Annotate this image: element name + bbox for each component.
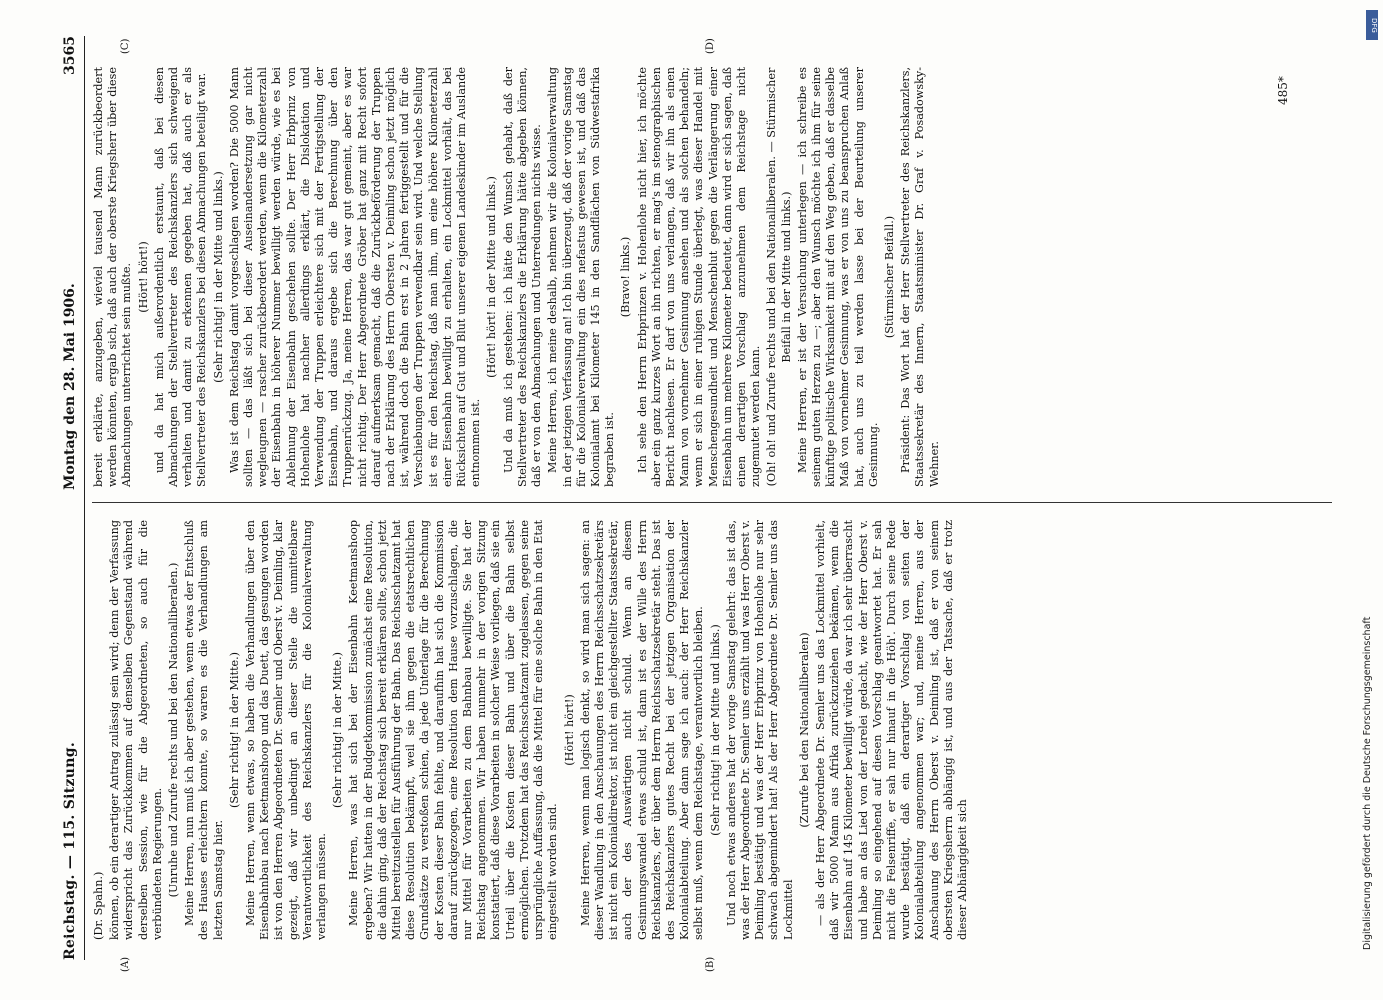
paragraph: und da hat mich außerordentlich erstaunt, daß bei diesen Abmachungen der Stellvertreter des Reichskanzlers sich schweigend verhalten und damit zu erkennen gegeben hat, daß auch er als Stellvertreter des Reichskanzlers bei diesen Abmachungen beteiligt war. (152, 67, 209, 487)
paragraph: Und noch etwas anderes hat der vorige Samstag gelehrt: das ist das, was der Herr Abgeordnete Dr. Semler uns erzählt und was Herr Oberst v. Deimling bestätigt und was der Herr Erbprinz von Hohenlohe nur sehr schwach abgemindert hat! Als der Herr Abgeordnete Dr. Semler uns das Lockmittel (724, 520, 795, 940)
margin-letter-b: (B) (705, 956, 716, 972)
header-page-number: 3565 (62, 36, 78, 75)
signature-number: 485* (1276, 76, 1290, 105)
margin-letter-a: (A) (120, 956, 131, 972)
column-separator (92, 502, 1332, 503)
paragraph: (Bravo! links.) (619, 236, 633, 318)
header-date: Montag den 28. Mai 1906. (62, 283, 78, 490)
paragraph: (Sehr richtig! in der Mitte und links.) (708, 624, 722, 836)
header-rule (84, 36, 85, 960)
paragraph: (Stürmischer Beifall.) (882, 215, 896, 339)
paragraph: (Dr. Spahn.) (92, 871, 105, 940)
left-text-column (92, 520, 1342, 940)
paragraph: — als der Herr Abgeordnete Dr. Semler uns das Lockmittel vorhielt, daß wir 5000 Mann aus Afrika zurückzuziehen bekämen, wenn die Eisenbahn auf 145 Kilometer bewilligt würde, da war ich sehr überrascht und habe an das Lied von der Lorelei gedacht, wie der Herr Oberst v. Deimling so eingehend auf diesen Vorschlag geantwortet hat. Er sah nicht die Felsenriffe, er sah nur hinauf in die Höh'. Durch seine Rede wurde bestätigt, daß ein derartiger Vorschlag von seiten der Kolonialabteilung angenommen war; und, meine Herren, aus der Anschauung des Herrn Oberst v. Deimling ist, daß er von seinem obersten Kriegsherrn abhängig ist, und aus der Tatsache, daß er trotz dieser Abhängigkeit sich (813, 520, 969, 940)
paragraph: (Hört! hört!) (136, 241, 150, 313)
margin-letter-c: (C) (120, 38, 131, 54)
digitization-credit-text: Digitalisierung gefördert durch die Deutsche Forschungsgemeinschaft (1362, 616, 1373, 950)
paragraph: (Zurufe bei den Nationalliberalen) (797, 632, 811, 828)
paragraph: Und da muß ich gestehen: ich hätte den Wunsch gehabt, daß der Stellvertreter des Reichskanzlers die Erklärung hätte abgeben können, daß er von den Abmachungen und Unterredungen nichts wisse. (501, 67, 544, 487)
dfg-logo-icon: DFG (1366, 10, 1378, 40)
paragraph: (Hört! hört! in der Mitte und links.) (485, 176, 499, 378)
paragraph: Was ist dem Reichstag damit vorgeschlagen worden? Die 5000 Mann sollten — das läßt sich bei dieser Auseinandersetzung gar nicht wegleugnen — rascher zurückbeordert werden, wenn die Kilometerzahl der Eisenbahn in höherer Nummer bewilligt werden würde, wie es bei Ablehnung der Eisenbahn geschehen sollte. Der Herr Erbprinz von Hohenlohe hat nachher allerdings erklärt, die Dislokation und Verwendung der Truppen erleichtere sich mit der Fertigstellung der Eisenbahn, und daraus ergebe sich die Berechnung über den Truppenrückzug. Ja, meine Herren, das war gut gemeint, aber es war nicht richtig. Der Herr Abgeordnete Gröber hat ganz mit Recht sofort darauf aufmerksam gemacht, daß die Zurückbeförderung der Truppen nach der Erklärung des Herrn Obersten v. Deimling schon jetzt möglich ist, während doch die Bahn erst in 2 Jahren fertiggestellt und für die Verschiebungen der Truppen verwendbar sein wird. Und welche Stellung ist es für den Reichstag, daß man ihm, um eine höhere Kilometerzahl einer Eisenbahn bewilligt zu erhalten, ein Lockmittel vorhält, das bei Rücksichten auf Gut und Blut unserer eigenen Landeskinder im Auslande entnommen ist. (227, 67, 483, 487)
paragraph: bereit erklärte, anzugeben, wieviel tausend Mann zurückbeordert werden könnten, ergab sich, daß auch der oberste Kriegsherr über diese Abmachungen unterrichtet sein mußte. (92, 67, 134, 487)
margin-letter-d: (D) (705, 38, 716, 54)
paragraph: (Oh! oh! und Zurufe rechts und bei den Nationalliberalen. — Stürmischer Beifall in der Mitte und links.) (765, 67, 793, 487)
paragraph: Meine Herren, er ist der Versuchung unterlegen — ich schreibe es seinem guten Herzen zu —; aber den Wunsch möchte ich ihm für seine künftige politische Wirksamkeit mit auf den Weg geben, daß er dasselbe Maß von vornehmer Gesinnung, was er von uns zu beanspruchen Anlaß hat, auch uns zu teil werden lasse bei der Beurteilung unserer Gesinnung. (795, 67, 880, 487)
paragraph: (Unruhe und Zurufe rechts und bei den Nationalliberalen.) (167, 562, 181, 898)
paragraph: (Hört! hört!) (562, 694, 576, 766)
right-text-column (92, 67, 1272, 487)
header-left-session: Reichstag. — 115. Sitzung. (62, 741, 78, 960)
page-header (62, 36, 80, 960)
paragraph: Meine Herren, wenn man logisch denkt, so wird man sich sagen: an dieser Wandlung in den Anschauungen des Herrn Reichsschatzsekretärs ist nicht ein Kolonialdirektor, ist nicht ein gleichgestellter Staatssekretär, auch der des Auswärtigen nicht schuld. Wenn an diesem Gesinnungswandel etwas schuld ist, dann ist es der Wille des Herrn Reichskanzlers, der über dem Herrn Reichsschatzsekretär steht. Das ist des Reichskanzlers gutes Recht bei der jetzigen Organisation der Kolonialabteilung. Aber dann sage ich auch: der Herr Reichskanzler selbst muß, wenn dem Reichstage, verantwortlich bleiben. (578, 520, 706, 940)
paragraph: (Sehr richtig! in der Mitte.) (227, 651, 241, 809)
paragraph: (Sehr richtig! in der Mitte und links.) (211, 171, 225, 383)
paragraph: Ich sehe den Herrn Erbprinzen v. Hohenlohe nicht hier, ich möchte aber ein ganz kurzes Wort an ihn richten, er mag's im stenographischen Bericht nachlesen. Er darf von uns verlangen, daß wir ihn als einen Mann von vornehmer Gesinnung ansehen und als solchen behandeln; wenn er sich in einer ruhigen Stunde überlegt, was dieser Handel mit Menschengesundheit und Menschenblut gegen die Verlängerung einer Eisenbahn um mehrere Kilometer bedeutet, dann wird er sich sagen, daß einen derartigen Vorschlag anzunehmen dem Reichstage nicht zugemutet werden kann. (635, 67, 763, 487)
paragraph: Meine Herren, nun muß ich aber gestehen, wenn etwas der Entschluß des Hauses erleichtern konnte, so waren es die Verhandlungen am letzten Samstag hier. (183, 520, 225, 940)
paragraph: Meine Herren, was hat sich bei der Eisenbahn Keetmanshoop ergeben? Wir hatten in der Budgetkommission zunächst eine Resolution, die dahin ging, daß der Reichstag sich bereit erklären sollte, schon jetzt Mittel bereitzustellen für Ausführung der Bahn. Das Reichsschatzamt hat diese Resolution bekämpft, weil sie ihm gegen die etatsrechtlichen Grundsätze zu verstoßen schien, da jede Unterlage für die Berechnung der Kosten dieser Bahn fehlte, und daraufhin hat sich die Kommission darauf zurückgezogen, eine Resolution dem Hause vorzuschlagen, die nur Mittel für Vorarbeiten zu dem Bahnbau bewilligte. Sie hat der Reichstag angenommen. Wir haben nunmehr in der vorigen Sitzung konstatiert, daß diese Vorarbeiten in solcher Weise vorliegen, daß sie ein Urteil über die Kosten dieser Bahn und über die Bahn selbst ermöglichen. Trotzdem hat das Reichsschatzamt zugelassen, gegen seine ursprüngliche Auffassung, daß die Mittel für eine solche Bahn in den Etat eingestellt worden sind. (347, 520, 560, 940)
paragraph: Meine Herren, wenn etwas, so haben die Verhandlungen über den Eisenbahnbau nach Keetmanshoop und das Duett, das gesungen worden ist von den Herren Abgeordneten Dr. Semler und Oberst v. Deimling, klar gezeigt, daß wir unbedingt an dieser Stelle die unmittelbare Verantwortlichkeit des Reichskanzlers für die Kolonialverwaltung verlangen müssen. (244, 520, 329, 940)
digitization-credit (1362, 10, 1376, 950)
paragraph: Meine Herren, ich meine deshalb, nehmen wir die Kolonialverwaltung in der jetzigen Verfassung an! Ich bin überzeugt, daß der vorige Samstag für die Kolonialverwaltung ein dies nefastus gewesen ist, und daß das Kolonialamt bei Kilometer 145 in den Sandflächen von Südwestafrika begraben ist. (546, 67, 617, 487)
paragraph: Präsident: Das Wort hat der Herr Stellvertreter des Reichskanzlers, Staatssekretär des Innern, Staatsminister Dr. Graf v. Posadowsky-Wehner. (899, 67, 941, 487)
paragraph: (Sehr richtig! in der Mitte.) (331, 651, 345, 809)
paragraph: können, ob ein derartiger Antrag zulässig sein wird; denn der Verfassung widerspricht das Zurückkommen auf denselben Gegenstand während derselben Session, wie für die Abgeordneten, so auch für die verbündeten Regierungen. (108, 520, 164, 940)
